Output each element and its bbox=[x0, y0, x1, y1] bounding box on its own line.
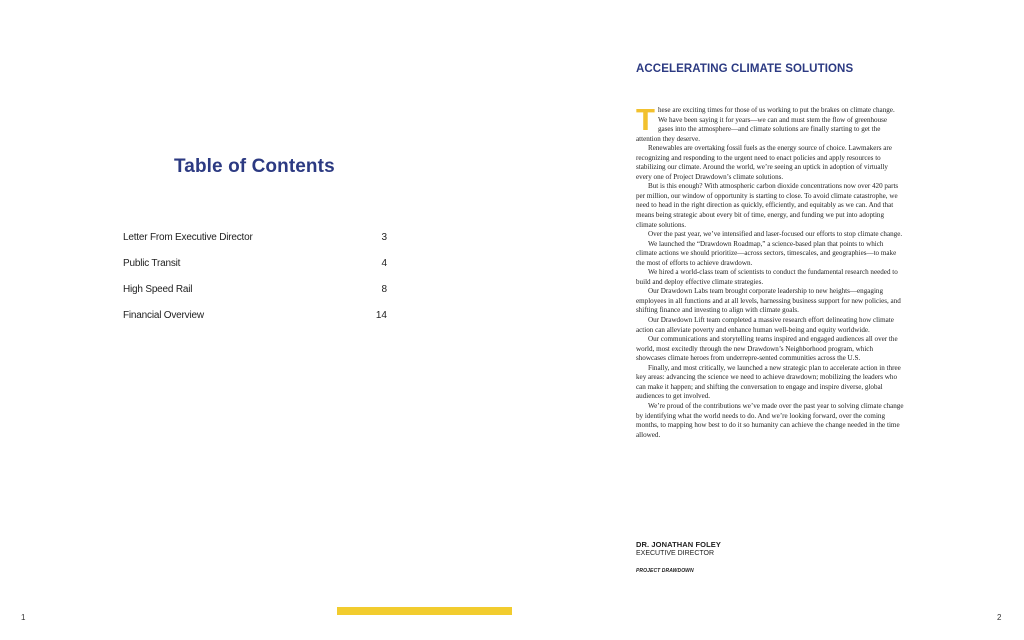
signature-title: EXECUTIVE DIRECTOR bbox=[636, 550, 715, 557]
letter-paragraph: Over the past year, we’ve intensified and laser-focused our efforts to stop climate change. bbox=[648, 230, 903, 239]
letter-paragraph: Finally, and most critically, we launched a new strategic plan to accelerate action in three key areas: advancing the science we need to achieve drawdown; mobilizing the leaders who can make it happen; and shifting the conversation to engage and inspire diverse, global audiences to get involved. bbox=[636, 363, 901, 401]
toc-entry[interactable] bbox=[123, 256, 389, 282]
toc-entry-page: 8 bbox=[381, 284, 387, 295]
letter-paragraph: But is this enough? With atmospheric carbon dioxide concentrations now over 420 parts per million, our window of opportunity is starting to close. To avoid climate catastrophe, we need to head in the right direction as quickly, efficiently, and equitably as we can. And that means being strategic about every bit of time, energy, and funding we put into adopting climate solutions. bbox=[636, 182, 899, 229]
letter-paragraph: We hired a world-class team of scientists to conduct the fundamental research needed to build and deploy effective climate strategies. bbox=[636, 268, 898, 286]
letter-body bbox=[636, 102, 904, 440]
letter-paragraph: Our Drawdown Lift team completed a massive research effort delineating how climate action can alleviate poverty and enhance human well-being and equity worldwide. bbox=[636, 316, 894, 334]
letter-paragraph: Our Drawdown Labs team brought corporate leadership to new heights—engaging employees in all functions and at all levels, harnessing business support for new policies, and shifting finance and investing to align with climate goals. bbox=[636, 287, 901, 315]
letter-paragraph: These are exciting times for those of us working to put the brakes on climate change. We have been saying it for years—we can and must stem the flow of greenhouse gases into the atmosphere—and climate solutions are finally starting to get the attention they deserve. bbox=[636, 102, 895, 143]
letter-paragraph: Renewables are overtaking fossil fuels as the energy source of choice. Lawmakers are recognizing and responding to the urgent need to enact policies and apply resources to stabilizing our climate. Around the world, we’re seeing an uptick in adoption of virtually every one of Project Drawdown’s climate solutions. bbox=[636, 144, 892, 181]
letter-paragraph: We launched the “Drawdown Roadmap,” a science-based plan that points to which climate actions we should prioritize—across sectors, timescales, and geographies—to make the most of efforts to achieve drawdown. bbox=[636, 239, 897, 267]
toc-entry-label: Letter From Executive Director bbox=[123, 232, 253, 243]
page-number-left: 1 bbox=[21, 613, 26, 622]
page-number-right: 2 bbox=[997, 613, 1002, 622]
letter-paragraph: Our communications and storytelling teams inspired and engaged audiences all over the world, most excitedly through the new Drawdown’s Neighborhood program, which showcases climate heroes from underrepre-sented communities across the U.S. bbox=[636, 335, 898, 363]
toc-list bbox=[123, 230, 389, 334]
toc-title: Table of Contents bbox=[174, 156, 335, 177]
toc-entry-page: 4 bbox=[381, 258, 387, 269]
signature-name: DR. JONATHAN FOLEY bbox=[636, 540, 721, 549]
toc-entry[interactable] bbox=[123, 308, 389, 334]
letter-heading: ACCELERATING CLIMATE SOLUTIONS bbox=[636, 63, 854, 75]
toc-entry-page: 3 bbox=[381, 232, 387, 243]
toc-entry-label: Public Transit bbox=[123, 258, 181, 269]
accent-bar bbox=[337, 607, 512, 615]
drop-cap: T bbox=[636, 102, 655, 137]
toc-entry-label: Financial Overview bbox=[123, 310, 204, 321]
letter-paragraph: We’re proud of the contributions we’ve made over the past year to solving climate change by identifying what the world needs to do. And we’re looking forward, over the coming months, to mapping how best to do it so humanity can achieve the change needed in the time allowed. bbox=[636, 401, 904, 439]
toc-entry-label: High Speed Rail bbox=[123, 284, 193, 295]
toc-entry[interactable] bbox=[123, 282, 389, 308]
toc-entry[interactable] bbox=[123, 230, 389, 256]
signature-organization: PROJECT DRAWDOWN bbox=[636, 568, 694, 574]
toc-entry-page: 14 bbox=[375, 310, 387, 321]
